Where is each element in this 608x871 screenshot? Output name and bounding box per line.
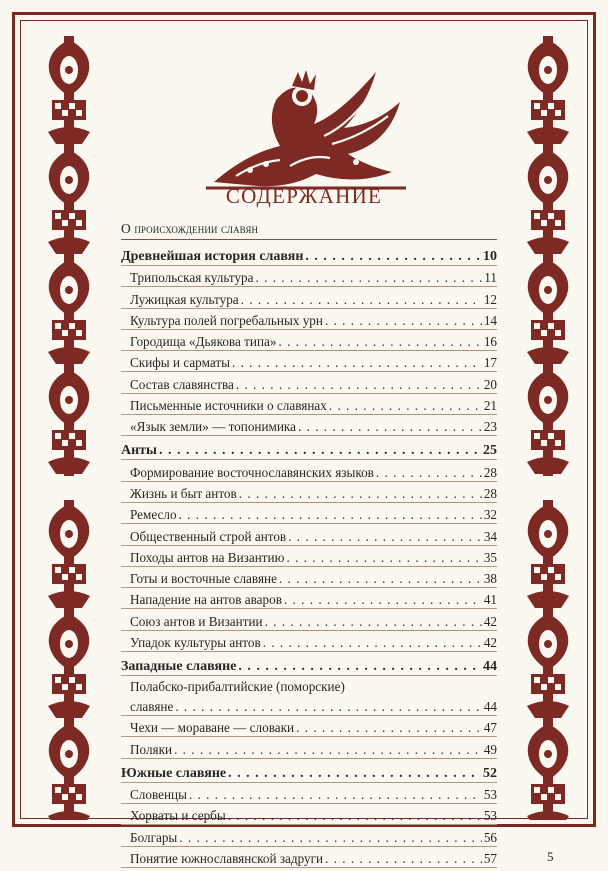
toc-entry-page: 53: [483, 786, 497, 802]
toc-entry-page: 17: [483, 355, 497, 371]
toc-entry-title: Ремесло: [130, 507, 177, 523]
toc-entry-title: Нападение на антов аваров: [130, 592, 282, 608]
toc-group-heading[interactable]: [121, 242, 497, 266]
toc-entry-title: Трипольская культура: [130, 270, 254, 286]
dot-leader: [303, 248, 481, 265]
dot-leader: [277, 570, 482, 587]
toc-entry-page: 52: [483, 765, 497, 781]
toc-entry[interactable]: [121, 287, 497, 308]
dot-leader: [286, 528, 482, 545]
toc-entry-page: 12: [483, 291, 497, 307]
dot-leader: [323, 312, 482, 329]
toc-entry-page: 11: [484, 270, 497, 286]
toc-entry-title: Состав славянства: [130, 376, 234, 392]
toc-entry-page: 42: [483, 635, 497, 651]
firebird-emblem: [206, 62, 406, 190]
toc-entry[interactable]: [121, 372, 497, 393]
toc-entry-title: Анты: [121, 443, 157, 459]
toc-entry-title-line: Полабско-прибалтийские (поморские): [130, 679, 345, 695]
dot-leader: [230, 354, 482, 371]
toc-entry-title: Готы и восточные славяне: [130, 571, 277, 587]
toc-entry-title: Культура полей погребальных урн: [130, 312, 323, 328]
toc-entry-title-line: славяне: [130, 699, 174, 715]
toc-entry-title: Древнейшая история славян: [121, 249, 304, 264]
toc-entry-page: 38: [483, 571, 497, 587]
toc-entry-title: Словенцы: [130, 786, 187, 802]
toc-entry[interactable]: [121, 609, 497, 630]
toc-entry[interactable]: [121, 716, 497, 737]
toc-entry-title: Письменные источники о славянах: [130, 398, 327, 414]
dot-leader: [327, 397, 482, 414]
toc-entry-page: 42: [483, 613, 497, 629]
toc-entry-page: 10: [483, 249, 497, 264]
page-title: СОДЕРЖАНИЕ: [225, 184, 383, 208]
toc-entry-page: 23: [483, 419, 497, 435]
dot-leader: [236, 658, 481, 675]
toc-entry-title: Походы антов на Византию: [130, 549, 285, 565]
dot-leader: [177, 506, 482, 523]
toc-entry[interactable]: [121, 351, 497, 372]
toc-entry-title: Западные славяне: [121, 659, 237, 675]
toc-entry[interactable]: [121, 503, 497, 524]
table-of-contents: [121, 218, 497, 868]
toc-group-heading[interactable]: [121, 436, 497, 460]
toc-entry-page: 28: [483, 485, 497, 501]
toc-entry-page: 57: [483, 850, 497, 866]
toc-entry-page: 56: [483, 829, 497, 845]
toc-entry-page: 34: [483, 528, 497, 544]
toc-entry-page: 53: [483, 808, 497, 824]
toc-entry-page: 20: [483, 376, 497, 392]
toc-entry-title: Общественный строй антов: [130, 528, 287, 544]
dot-leader: [177, 829, 482, 846]
dot-leader: [172, 741, 482, 758]
toc-entry[interactable]: [121, 804, 497, 825]
toc-entry-title: Южные славяне: [121, 765, 227, 781]
toc-entry-page: 35: [483, 549, 497, 565]
toc-entry[interactable]: [121, 737, 497, 758]
dot-leader: [234, 376, 482, 393]
toc-entry[interactable]: [121, 588, 497, 609]
toc-entry-page: 32: [483, 507, 497, 523]
dot-leader: [226, 765, 481, 782]
toc-entry-title: Болгары: [130, 829, 178, 845]
toc-entry[interactable]: [121, 394, 497, 415]
toc-entry[interactable]: [121, 567, 497, 588]
dot-leader: [294, 719, 482, 736]
toc-entry-title: Хорваты и сербы: [130, 808, 226, 824]
toc-entry[interactable]: [121, 676, 497, 716]
section-heading: О происхождении славян: [121, 218, 497, 240]
toc-entry[interactable]: [121, 460, 497, 481]
toc-entry-page: 16: [483, 334, 497, 350]
toc-entry-page: 44: [483, 659, 497, 675]
toc-entry-page: 14: [483, 312, 497, 328]
dot-leader: [239, 291, 482, 308]
dot-leader: [296, 418, 482, 435]
toc-entry-title: Формирование восточнославянских языков: [130, 464, 374, 480]
toc-body: [121, 242, 497, 868]
dot-leader: [276, 333, 481, 350]
toc-entry-page: 28: [483, 464, 497, 480]
dot-leader: [173, 698, 481, 715]
toc-entry[interactable]: [121, 266, 497, 287]
dot-leader: [284, 549, 481, 566]
toc-entry-page: 44: [483, 699, 497, 715]
toc-entry[interactable]: [121, 783, 497, 804]
toc-entry-page: 47: [483, 720, 497, 736]
toc-entry-last-line: [130, 695, 482, 715]
dot-leader: [323, 850, 482, 867]
dot-leader: [374, 464, 482, 481]
dot-leader: [187, 786, 482, 803]
toc-entry[interactable]: [121, 847, 497, 868]
toc-entry[interactable]: [121, 415, 497, 436]
toc-entry-page: 25: [483, 443, 497, 459]
toc-entry[interactable]: [121, 330, 497, 351]
toc-entry-title: Скифы и сарматы: [130, 355, 230, 371]
toc-entry-title: Жизнь и быт антов: [130, 485, 237, 501]
toc-entry-title: Чехи — мораване — словаки: [130, 720, 295, 736]
toc-entry[interactable]: [121, 309, 497, 330]
toc-entry-page: 41: [483, 592, 497, 608]
toc-group-heading[interactable]: [121, 652, 497, 676]
toc-group-heading[interactable]: [121, 759, 497, 783]
toc-entry-text-block: [130, 676, 482, 715]
toc-entry-title: «Язык земли» — топонимика: [130, 419, 296, 435]
dot-leader: [237, 485, 482, 502]
toc-entry[interactable]: [121, 482, 497, 503]
toc-entry[interactable]: [121, 825, 497, 846]
toc-entry-title: Лужицкая культура: [130, 291, 239, 307]
page-number: 5: [547, 849, 554, 864]
toc-entry[interactable]: [121, 546, 497, 567]
dot-leader: [261, 634, 482, 651]
dot-leader: [282, 591, 482, 608]
toc-entry-title: Упадок культуры антов: [130, 635, 261, 651]
toc-entry-page: 49: [483, 741, 497, 757]
toc-entry-title: Поляки: [130, 741, 173, 757]
toc-entry[interactable]: [121, 524, 497, 545]
dot-leader: [263, 613, 482, 630]
dot-leader: [157, 442, 481, 459]
toc-entry[interactable]: [121, 631, 497, 652]
dot-leader: [226, 807, 482, 824]
toc-entry-title: Понятие южнославянской задруги: [130, 850, 324, 866]
toc-entry-title: Городища «Дьякова типа»: [130, 334, 277, 350]
dot-leader: [254, 269, 483, 286]
toc-entry-title: Союз антов и Византии: [130, 613, 263, 629]
toc-entry-page: 21: [483, 398, 497, 414]
